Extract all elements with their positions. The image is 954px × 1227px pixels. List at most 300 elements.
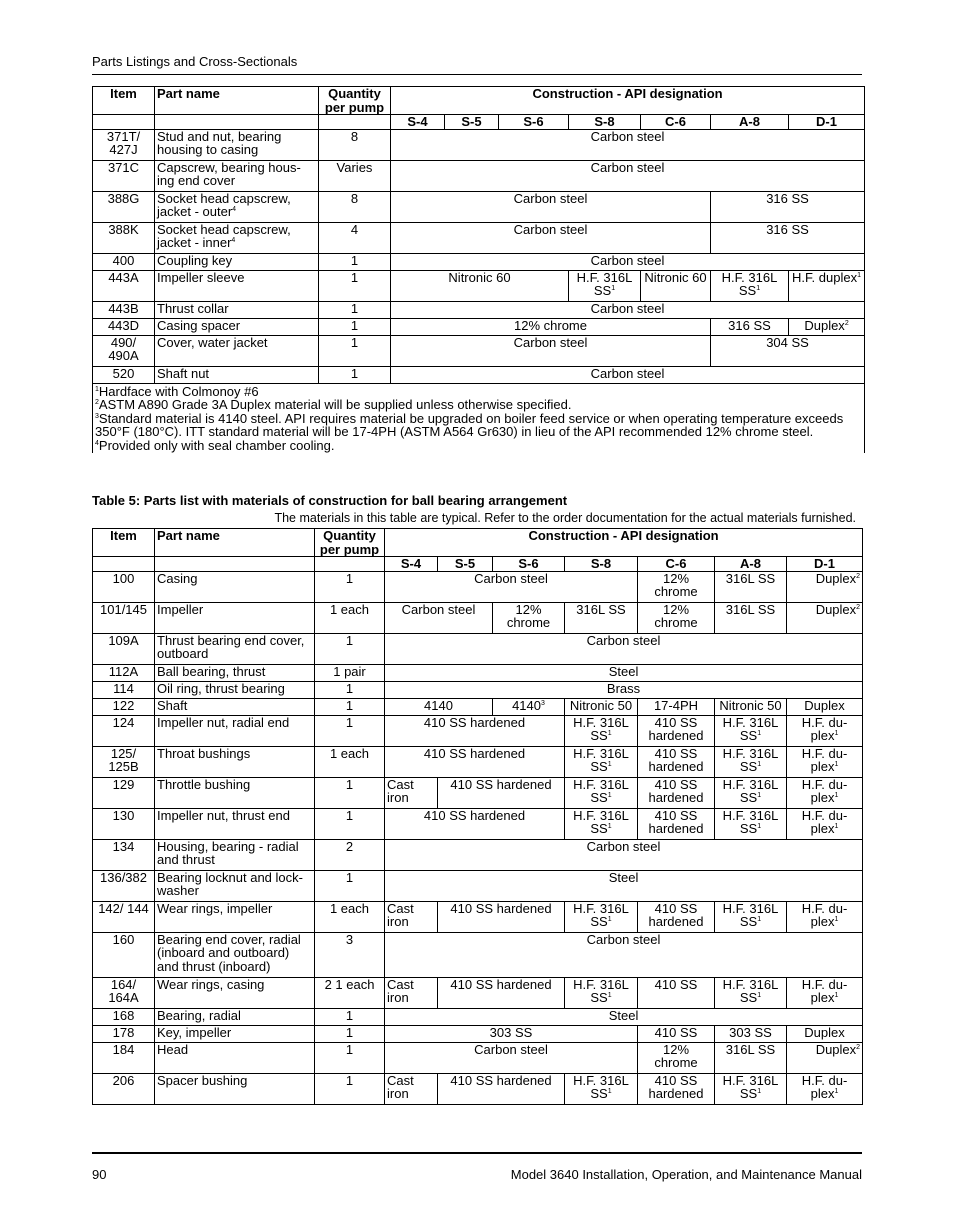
quantity: 1 — [319, 366, 391, 383]
material-text: 316L SS — [725, 602, 776, 617]
item-number: 443B — [93, 301, 155, 318]
footnote — [95, 385, 862, 399]
item-number: 206 — [93, 1073, 155, 1104]
material-text: 303 SS — [489, 1025, 533, 1040]
header-quantity: Quantity per pump — [319, 87, 391, 115]
material-text: 410 SS hardened — [648, 746, 704, 774]
material-cell — [638, 1073, 715, 1104]
material-text: Steel — [608, 1008, 639, 1023]
material-cell — [565, 777, 638, 808]
material-text: H.F. 316L SS — [573, 1073, 629, 1101]
material-text: Carbon steel — [586, 633, 661, 648]
material-text: H.F. 316L SS — [573, 715, 629, 743]
material-text: 410 SS hardened — [648, 1073, 704, 1101]
superscript-note: 1 — [834, 916, 839, 923]
quantity: 1 — [315, 1025, 385, 1042]
superscript-note: 1 — [834, 992, 839, 999]
part-name-text: Socket head capscrew, jacket - inner — [157, 222, 291, 250]
quantity: 1 — [319, 270, 391, 301]
table-row — [93, 1025, 863, 1042]
table-row — [93, 664, 863, 681]
material-cell — [715, 698, 787, 715]
material-text: Nitronic 60 — [448, 270, 511, 285]
part-name — [155, 1073, 315, 1104]
superscript-note: 1 — [607, 730, 612, 737]
table-row — [93, 571, 863, 602]
material-text: H.F. 316L SS — [576, 270, 633, 298]
material-cell — [565, 901, 638, 932]
designation-header: S-4 — [391, 115, 445, 130]
material-cell — [391, 318, 711, 335]
superscript-note: 1 — [611, 285, 616, 292]
part-name — [155, 746, 315, 777]
material-cell — [715, 1025, 787, 1042]
material-text: Duplex — [804, 1025, 845, 1040]
part-name-text: Thrust bearing end cover, outboard — [157, 633, 305, 661]
material-cell — [385, 839, 863, 870]
part-name-text: Throttle bushing — [157, 777, 251, 792]
part-name — [155, 366, 319, 383]
table-row — [93, 633, 863, 664]
material-cell — [638, 715, 715, 746]
quantity: 8 — [319, 191, 391, 222]
part-name — [155, 1042, 315, 1073]
material-cell — [638, 698, 715, 715]
table-row — [93, 839, 863, 870]
material-text: 410 SS hardened — [648, 777, 704, 805]
quantity: 1 — [315, 870, 385, 901]
material-cell — [641, 270, 711, 301]
quantity: 1 — [319, 301, 391, 318]
table-caption: Table 5: Parts list with materials of construction for ball bearing arrangement — [92, 493, 568, 508]
part-name — [155, 1008, 315, 1025]
part-name-text: Stud and nut, bearing housing to casing — [157, 129, 282, 157]
part-name-text: Ball bearing, thrust — [157, 664, 266, 679]
material-text: Cast iron — [387, 777, 414, 805]
material-cell — [385, 1042, 638, 1073]
material-text: 4140 — [512, 698, 541, 713]
superscript-note: 1 — [834, 792, 839, 799]
material-text: Cast iron — [387, 1073, 414, 1101]
material-text: 303 SS — [729, 1025, 772, 1040]
material-cell — [438, 777, 565, 808]
part-name-text: Bearing end cover, radial (inboard and outboard) and thrust (inboard) — [157, 932, 301, 974]
item-number: 388K — [93, 222, 155, 253]
item-number: 178 — [93, 1025, 155, 1042]
quantity: 2 — [315, 839, 385, 870]
part-name-text: Capscrew, bearing hous- ing end cover — [157, 160, 301, 188]
parts-table-ball-bearing-body — [93, 529, 863, 1105]
material-text: 410 SS hardened — [450, 901, 552, 916]
quantity: 1 — [315, 571, 385, 602]
part-name-text: Spacer bushing — [157, 1073, 248, 1088]
material-text: Nitronic 60 — [644, 270, 707, 285]
material-cell — [385, 633, 863, 664]
material-cell — [787, 746, 863, 777]
material-text: Carbon steel — [590, 129, 665, 144]
quantity: 1 — [315, 681, 385, 698]
part-name-text: Housing, bearing - radial and thrust — [157, 839, 299, 867]
item-number: 388G — [93, 191, 155, 222]
part-name — [155, 633, 315, 664]
part-name-text: Impeller — [157, 602, 204, 617]
material-cell — [391, 301, 865, 318]
footnote-text: ASTM A890 Grade 3A Duplex material will be supplied unless otherwise specified. — [98, 397, 572, 412]
designation-header: D-1 — [787, 557, 863, 572]
superscript-note: 1 — [607, 916, 612, 923]
material-text: Nitronic 50 — [569, 698, 633, 713]
material-cell — [715, 1073, 787, 1104]
material-cell — [565, 977, 638, 1008]
part-name-text: Bearing, radial — [157, 1008, 241, 1023]
quantity: 1 pair — [315, 664, 385, 681]
material-text: H.F. 316L SS — [573, 977, 629, 1005]
item-number: 160 — [93, 932, 155, 977]
superscript-note: 2 — [95, 399, 99, 406]
quantity: 3 — [315, 932, 385, 977]
superscript-note: 1 — [607, 761, 612, 768]
item-number: 129 — [93, 777, 155, 808]
page-number: 90 — [92, 1167, 107, 1182]
part-name — [155, 335, 319, 366]
designation-header: S-8 — [569, 115, 641, 130]
table-row — [93, 301, 865, 318]
quantity: 4 — [319, 222, 391, 253]
superscript-note: 2 — [844, 319, 849, 327]
material-text: Carbon steel — [590, 301, 665, 316]
material-text: Carbon steel — [590, 160, 665, 175]
material-cell — [638, 746, 715, 777]
material-text: 316 SS — [766, 191, 809, 206]
material-cell — [787, 698, 863, 715]
superscript-note: 1 — [834, 730, 839, 737]
superscript-note: 1 — [757, 761, 762, 768]
quantity: 1 each — [315, 901, 385, 932]
part-name — [155, 253, 319, 270]
quantity: 1 — [315, 698, 385, 715]
item-number: 400 — [93, 253, 155, 270]
superscript-note: 3 — [541, 699, 545, 707]
quantity: 1 — [315, 808, 385, 839]
material-cell — [789, 318, 865, 335]
item-number: 490/ 490A — [93, 335, 155, 366]
material-text: Duplex — [804, 318, 845, 333]
item-number: 109A — [93, 633, 155, 664]
footnote — [95, 412, 862, 439]
quantity: 1 — [315, 715, 385, 746]
item-number: 124 — [93, 715, 155, 746]
material-cell — [385, 977, 438, 1008]
superscript-note: 1 — [757, 730, 762, 737]
designation-header: C-6 — [641, 115, 711, 130]
quantity: 1 — [315, 633, 385, 664]
superscript-note: 1 — [757, 1088, 762, 1095]
footnotes-cell — [93, 383, 865, 453]
material-cell — [787, 1073, 863, 1104]
table-note: The materials in this table are typical. Refer to the order documentation for the actual materials furnished. — [274, 511, 856, 525]
material-cell — [385, 1073, 438, 1104]
material-cell — [391, 253, 865, 270]
part-name-text: Oil ring, thrust bearing — [157, 681, 285, 696]
material-cell — [438, 901, 565, 932]
material-cell — [787, 1042, 863, 1073]
material-text: Steel — [608, 870, 639, 885]
superscript-note: 1 — [95, 385, 99, 393]
part-name-text: Key, impeller — [157, 1025, 232, 1040]
material-cell — [391, 191, 711, 222]
designation-header: A-8 — [715, 557, 787, 572]
material-cell — [385, 1008, 863, 1025]
header-blank-cell — [319, 115, 391, 130]
material-cell — [385, 571, 638, 602]
quantity: 1 each — [315, 602, 385, 633]
header-construction: Construction - API designation — [391, 87, 865, 115]
material-cell — [638, 1042, 715, 1073]
superscript-note: 1 — [757, 792, 762, 799]
material-cell — [715, 602, 787, 633]
superscript-note: 1 — [757, 823, 762, 830]
quantity: 1 — [319, 335, 391, 366]
material-cell — [715, 1042, 787, 1073]
header-quantity: Quantity per pump — [315, 529, 385, 557]
designation-header: A-8 — [711, 115, 789, 130]
material-text: 410 SS hardened — [423, 715, 526, 730]
superscript-note: 1 — [834, 1088, 839, 1095]
table-row — [93, 129, 865, 160]
item-number: 520 — [93, 366, 155, 383]
material-cell — [638, 808, 715, 839]
item-number: 184 — [93, 1042, 155, 1073]
material-text: H.F. 316L SS — [573, 901, 629, 929]
table-row — [93, 366, 865, 383]
material-cell — [638, 977, 715, 1008]
table-row — [93, 1073, 863, 1104]
part-name — [155, 977, 315, 1008]
material-cell — [715, 808, 787, 839]
material-text: 410 SS hardened — [450, 1073, 552, 1088]
table-row — [93, 715, 863, 746]
quantity: 8 — [319, 129, 391, 160]
material-text: 12% chrome — [654, 571, 698, 599]
material-text: H.F. 316L SS — [722, 746, 779, 774]
material-cell — [385, 808, 565, 839]
part-name — [155, 160, 319, 191]
quantity: 1 — [319, 253, 391, 270]
material-cell — [638, 602, 715, 633]
item-number: 164/ 164A — [93, 977, 155, 1008]
material-cell — [711, 222, 865, 253]
manual-title: Model 3640 Installation, Operation, and Maintenance Manual — [510, 1167, 862, 1182]
running-header: Parts Listings and Cross-Sectionals — [92, 54, 298, 69]
item-number: 443D — [93, 318, 155, 335]
material-cell — [787, 901, 863, 932]
item-number: 142/ 144 — [93, 901, 155, 932]
quantity: Varies — [319, 160, 391, 191]
part-name-text: Shaft nut — [157, 366, 210, 381]
table-row — [93, 222, 865, 253]
header-item: Item — [93, 87, 155, 115]
header-blank-cell — [315, 557, 385, 572]
designation-header: S-6 — [499, 115, 569, 130]
material-text: 12% chrome — [506, 602, 551, 630]
material-text: 304 SS — [766, 335, 809, 350]
quantity: 2 1 each — [315, 977, 385, 1008]
designation-header: S-8 — [565, 557, 638, 572]
part-name-text: Socket head capscrew, jacket - outer — [157, 191, 291, 219]
material-cell — [787, 571, 863, 602]
table-row — [93, 160, 865, 191]
part-name — [155, 715, 315, 746]
designation-header: C-6 — [638, 557, 715, 572]
material-text: H.F. du- plex — [801, 1073, 848, 1101]
part-name — [155, 1025, 315, 1042]
material-cell — [787, 777, 863, 808]
table-row — [93, 1042, 863, 1073]
header-part-name: Part name — [155, 87, 319, 115]
material-text: H.F. du- plex — [801, 777, 848, 805]
material-text: H.F. du- plex — [801, 901, 848, 929]
material-text: Carbon steel — [513, 222, 588, 237]
material-cell — [638, 571, 715, 602]
table-row — [93, 191, 865, 222]
part-name — [155, 870, 315, 901]
material-text: H.F. 316L SS — [722, 808, 779, 836]
material-cell — [391, 366, 865, 383]
material-cell — [391, 160, 865, 191]
footnote — [95, 398, 862, 412]
material-cell — [438, 977, 565, 1008]
item-number: 134 — [93, 839, 155, 870]
material-text: H.F. 316L SS — [573, 746, 629, 774]
part-name-text: Impeller sleeve — [157, 270, 245, 285]
table-row — [93, 901, 863, 932]
material-text: 410 SS hardened — [648, 715, 704, 743]
material-cell — [787, 602, 863, 633]
part-name — [155, 664, 315, 681]
header-row — [93, 529, 863, 557]
parts-table-continued-body — [93, 87, 865, 454]
material-text: H.F. 316L SS — [573, 808, 629, 836]
table-row — [93, 253, 865, 270]
material-text: H.F. 316L SS — [573, 777, 629, 805]
material-cell — [787, 808, 863, 839]
material-text: H.F. du- plex — [801, 746, 848, 774]
quantity: 1 — [315, 1042, 385, 1073]
header-blank-cell — [93, 115, 155, 130]
material-cell — [385, 698, 493, 715]
part-name — [155, 318, 319, 335]
part-name-text: Casing — [157, 571, 198, 586]
material-cell — [385, 932, 863, 977]
material-cell — [787, 715, 863, 746]
part-name — [155, 698, 315, 715]
material-text: 410 SS hardened — [450, 977, 552, 992]
material-cell — [565, 808, 638, 839]
footnote-text: Provided only with seal chamber cooling. — [98, 437, 335, 453]
part-name-text: Cover, water jacket — [157, 335, 268, 350]
material-cell — [638, 1025, 715, 1042]
header-item: Item — [93, 529, 155, 557]
material-text: H.F. 316L SS — [722, 901, 779, 929]
material-text: H.F. 316L SS — [722, 777, 779, 805]
material-text: 316 SS — [728, 318, 771, 333]
item-number: 125/ 125B — [93, 746, 155, 777]
table-row — [93, 335, 865, 366]
table-row — [93, 602, 863, 633]
material-text: 410 SS hardened — [648, 808, 704, 836]
table-row — [93, 808, 863, 839]
part-name — [155, 571, 315, 602]
material-text: Carbon steel — [513, 191, 588, 206]
material-cell — [385, 602, 493, 633]
material-text: H.F. 316L SS — [722, 977, 779, 1005]
table-row — [93, 1008, 863, 1025]
material-text: H.F. 316L SS — [722, 1073, 779, 1101]
table-row — [93, 977, 863, 1008]
part-name — [155, 191, 319, 222]
footnote — [95, 439, 862, 453]
header-blank-cell — [155, 115, 319, 130]
superscript-note: 1 — [757, 992, 762, 999]
table-row — [93, 698, 863, 715]
material-cell — [385, 901, 438, 932]
superscript-note: 1 — [857, 271, 861, 279]
material-cell — [711, 191, 865, 222]
material-cell — [565, 746, 638, 777]
material-cell — [385, 870, 863, 901]
header-construction: Construction - API designation — [385, 529, 863, 557]
part-name-text: Shaft — [157, 698, 188, 713]
designation-row — [93, 557, 863, 572]
header-row — [93, 87, 865, 115]
quantity: 1 — [315, 1008, 385, 1025]
material-text: 12% chrome — [654, 1042, 698, 1070]
material-cell — [385, 1025, 638, 1042]
superscript-note: 2 — [856, 603, 861, 611]
part-name — [155, 839, 315, 870]
item-number: 168 — [93, 1008, 155, 1025]
material-cell — [565, 698, 638, 715]
material-cell — [787, 1025, 863, 1042]
part-name-text: Head — [157, 1042, 189, 1057]
item-number: 371C — [93, 160, 155, 191]
part-name-text: Bearing locknut and lock- washer — [157, 870, 303, 898]
material-cell — [391, 270, 569, 301]
superscript-note: 1 — [607, 823, 612, 830]
table-row — [93, 270, 865, 301]
material-text: 17-4PH — [653, 698, 699, 713]
part-name — [155, 602, 315, 633]
item-number: 101/145 — [93, 602, 155, 633]
table-row — [93, 932, 863, 977]
superscript-note: 2 — [856, 1043, 861, 1051]
material-text: 410 SS — [654, 977, 698, 992]
material-cell — [493, 602, 565, 633]
material-cell — [569, 270, 641, 301]
part-name-text: Thrust collar — [157, 301, 229, 316]
header-blank-cell — [155, 557, 315, 572]
part-name — [155, 301, 319, 318]
part-name — [155, 129, 319, 160]
material-cell — [391, 222, 711, 253]
designation-header: S-5 — [438, 557, 493, 572]
footnotes-row — [93, 383, 865, 453]
designation-header: S-5 — [445, 115, 499, 130]
material-text: Carbon steel — [586, 932, 661, 947]
part-name — [155, 270, 319, 301]
table-row — [93, 681, 863, 698]
header-rule — [92, 74, 862, 75]
